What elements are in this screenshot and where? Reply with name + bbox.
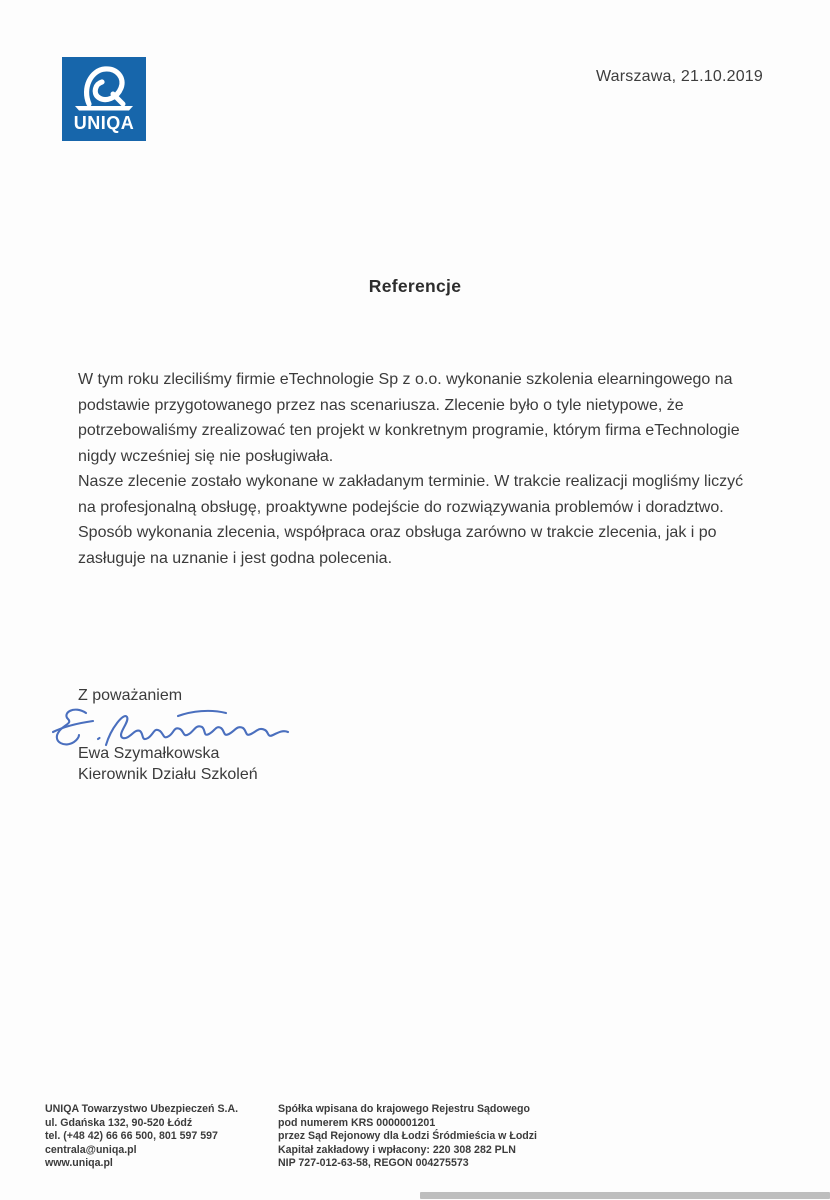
body-paragraph: W tym roku zleciliśmy firmie eTechnologie Sp z o.o. wykonanie szkolenia elearningowego na podstawie przygotowanego przez nas scenariusza. Zlecenie było o tyle nietypowe, że potrzebowaliśmy zrealizować ten projekt w konkretnym programie, którym firma eTechnologie nigdy wcześniej się nie posługiwała. (78, 371, 740, 465)
footer-registry-krs: pod numerem KRS 0000001201 (278, 1116, 436, 1129)
footer-registry-column (278, 1103, 537, 1171)
footer-company-website: www.uniqa.pl (45, 1157, 113, 1169)
scan-artifact-bar (420, 1192, 830, 1199)
signer-name: Ewa Szymałkowska (78, 745, 220, 762)
signer-role: Kierownik Działu Szkoleń (78, 765, 258, 783)
footer-company-name: UNIQA Towarzystwo Ubezpieczeń S.A. (45, 1103, 239, 1115)
body-paragraph: Nasze zlecenie zostało wykonane w zakładanym terminie. W trakcie realizacji mogliśmy liczyć na profesjonalną obsługę, proaktywne podejście do rozwiązywania problemów i doradztwo. (78, 473, 744, 516)
svg-text:UNIQA: UNIQA (73, 113, 135, 133)
footer-company-address: ul. Gdańska 132, 90-520 Łódź (45, 1116, 193, 1129)
body-paragraph: Sposób wykonania zlecenia, współpraca oraz obsługa zarówno w trakcie zlecenia, jak i po zasługuje na uznanie i jest godna polecenia. (78, 524, 717, 567)
footer-registry-nip-regon: NIP 727-012-63-58, REGON 004275573 (278, 1157, 469, 1169)
signer-block (78, 744, 258, 785)
letter-body (78, 367, 762, 571)
uniqa-logo-icon (62, 57, 146, 141)
closing-phrase: Z poważaniem (78, 687, 183, 704)
footer-registry-capital: Kapitał zakładowy i wpłacony: 220 308 282 PLN (278, 1143, 516, 1156)
footer-registry-line: Spółka wpisana do krajowego Rejestru Sądowego (278, 1103, 530, 1115)
letter-date: Warszawa, 21.10.2019 (595, 68, 763, 85)
footer-company-email: centrala@uniqa.pl (45, 1143, 137, 1156)
letter-title: Referencje (368, 276, 462, 296)
footer-registry-court: przez Sąd Rejonowy dla Łodzi Śródmieścia w Łodzi (278, 1130, 537, 1142)
footer-company-column (45, 1103, 238, 1171)
footer-company-phone: tel. (+48 42) 66 66 500, 801 597 597 (45, 1130, 218, 1142)
